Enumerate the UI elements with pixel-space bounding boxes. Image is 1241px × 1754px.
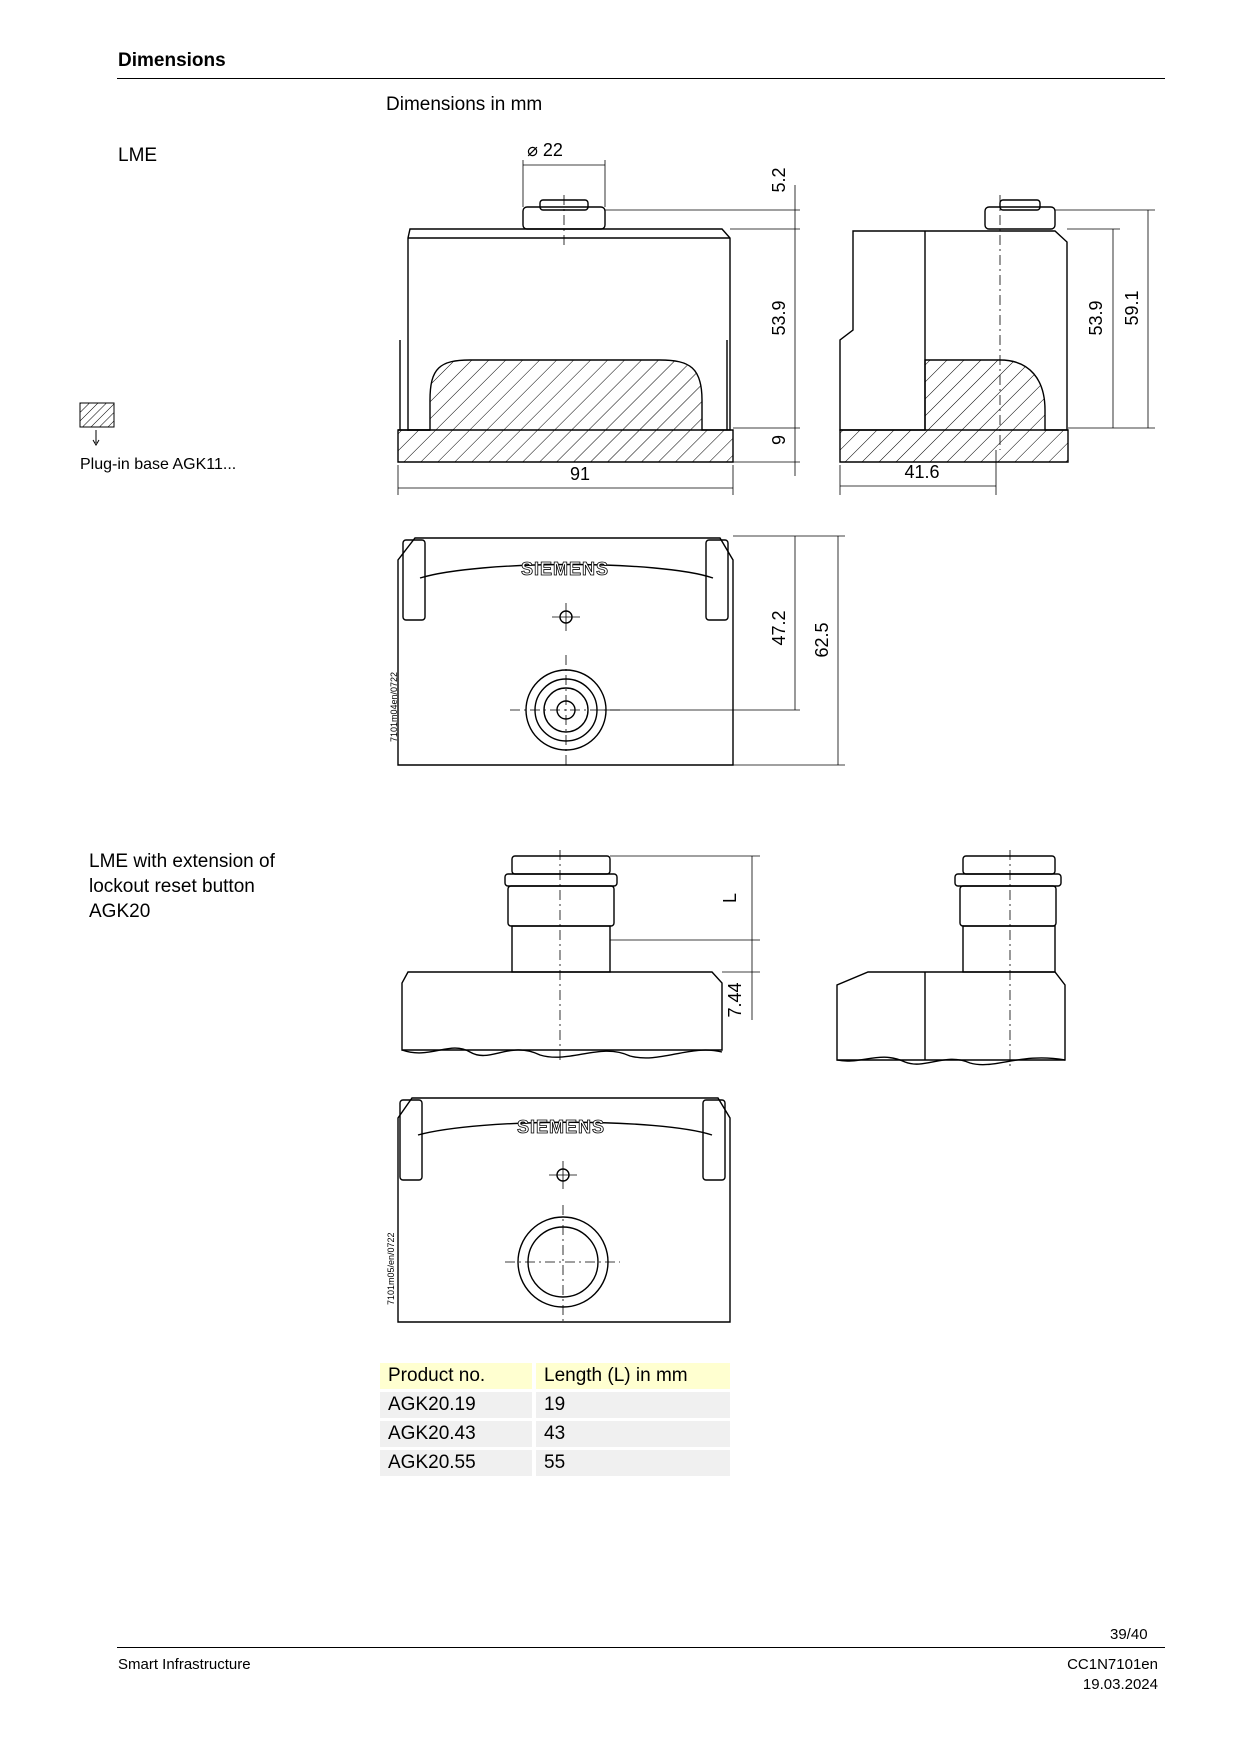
drawing-code-1: 7101m04en/0722	[389, 671, 399, 742]
table-cell: AGK20.19	[380, 1392, 536, 1418]
agk20-label-line3: AGK20	[89, 901, 151, 922]
agk20-front-view	[402, 850, 722, 1060]
brand-logo-1: SIEMENS	[520, 559, 610, 579]
dim-top: 5.2	[769, 167, 789, 193]
page-number: 39/40	[1110, 1626, 1148, 1643]
agk20-label-line2: lockout reset button	[89, 876, 255, 897]
legend-caption: Plug-in base AGK11...	[80, 456, 237, 473]
table-cell: AGK20.43	[380, 1421, 536, 1447]
footer-date: 19.03.2024	[1082, 1676, 1158, 1693]
side-total: 59.1	[1122, 290, 1142, 326]
lme-front-view	[398, 195, 733, 462]
intro-text: Dimensions in mm	[386, 94, 543, 115]
table-cell: 43	[536, 1421, 730, 1447]
table-row	[380, 1450, 730, 1476]
legend-hatch-swatch	[80, 403, 114, 445]
table-cell: 19	[536, 1392, 730, 1418]
dim-center: 47.2	[769, 610, 789, 646]
footer-rule	[117, 1647, 1165, 1648]
lme-top-dimensions	[600, 536, 845, 765]
dim-diameter: ⌀ 22	[527, 140, 563, 160]
dim-depth: 62.5	[812, 622, 832, 658]
dim-width: 91	[569, 464, 591, 484]
side-width: 41.6	[904, 462, 940, 482]
dim-height: 53.9	[769, 300, 789, 336]
dim-744: 7.44	[725, 982, 745, 1018]
table-row	[380, 1421, 730, 1447]
dim-base: 9	[769, 434, 789, 446]
dim-L: L	[720, 892, 740, 904]
table-cell: AGK20.55	[380, 1450, 536, 1476]
product-table	[380, 1360, 730, 1479]
agk20-side-view	[837, 850, 1065, 1068]
table-header-product: Product no.	[380, 1363, 536, 1389]
section-label-agk20	[89, 849, 275, 924]
table-row	[380, 1392, 730, 1418]
section-label-lme: LME	[118, 145, 158, 166]
lme-side-view	[840, 195, 1068, 462]
table-header-length: Length (L) in mm	[536, 1363, 730, 1389]
table-cell: 55	[536, 1450, 730, 1476]
table-header-row	[380, 1363, 730, 1389]
brand-logo-2: SIEMENS	[516, 1117, 606, 1137]
page-title: Dimensions	[118, 50, 226, 71]
drawing-code-2: 7101m05/en/0722	[386, 1232, 396, 1305]
footer-doc-no: CC1N7101en	[1067, 1656, 1158, 1673]
footer-company: Smart Infrastructure	[118, 1656, 251, 1673]
agk20-label-line1: LME with extension of	[89, 851, 275, 872]
side-height: 53.9	[1086, 300, 1106, 336]
